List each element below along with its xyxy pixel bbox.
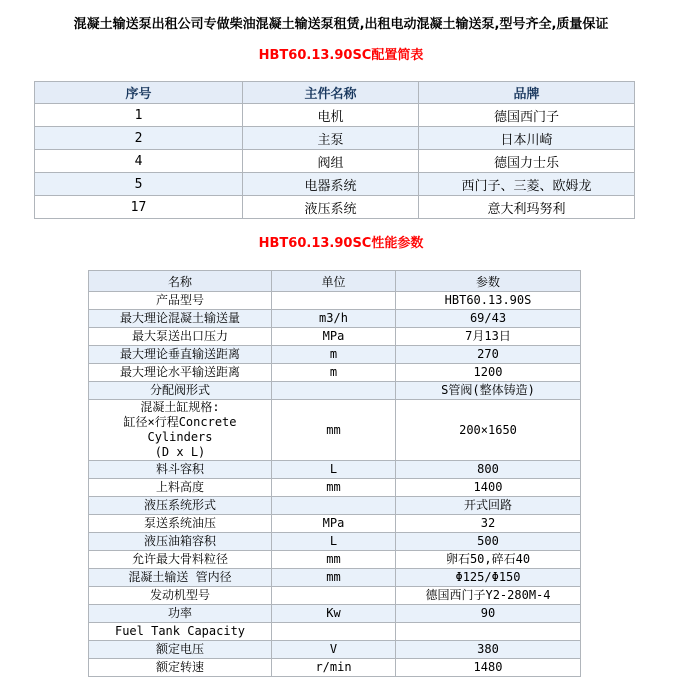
params-value-cell: 开式回路 xyxy=(396,497,581,515)
config-table-cell: 电器系统 xyxy=(243,173,419,196)
params-unit-cell: mm xyxy=(272,400,396,461)
params-unit-cell: mm xyxy=(272,551,396,569)
params-unit-cell: MPa xyxy=(272,515,396,533)
params-name-cell: 允许最大骨料粒径 xyxy=(89,551,272,569)
table-row xyxy=(35,127,635,150)
params-value-cell: 270 xyxy=(396,346,581,364)
params-name-cell: 最大理论水平输送距离 xyxy=(89,364,272,382)
table-row xyxy=(89,659,581,677)
params-unit-cell: m xyxy=(272,346,396,364)
table-row xyxy=(89,623,581,641)
params-table xyxy=(88,270,581,677)
params-name-cell: 上料高度 xyxy=(89,479,272,497)
table-row xyxy=(35,196,635,219)
params-unit-cell xyxy=(272,292,396,310)
params-value-cell: 800 xyxy=(396,461,581,479)
params-name-cell: 发动机型号 xyxy=(89,587,272,605)
config-table-cell: 主泵 xyxy=(243,127,419,150)
table-row xyxy=(89,587,581,605)
params-name-line: 缸径×行程Concrete Cylinders xyxy=(123,415,237,444)
config-table-header-cell: 品牌 xyxy=(419,82,635,104)
params-value-cell: 1200 xyxy=(396,364,581,382)
params-value-cell: HBT60.13.90S xyxy=(396,292,581,310)
params-value-cell: 卵石50,碎石40 xyxy=(396,551,581,569)
params-value-cell: 32 xyxy=(396,515,581,533)
params-name-cell: 料斗容积 xyxy=(89,461,272,479)
params-name-cell: 额定电压 xyxy=(89,641,272,659)
params-name-cell: 产品型号 xyxy=(89,292,272,310)
params-table-header-row xyxy=(89,271,581,292)
params-name-cell: 最大理论垂直输送距离 xyxy=(89,346,272,364)
params-unit-cell xyxy=(272,623,396,641)
params-unit-cell: mm xyxy=(272,569,396,587)
section-title-config: HBT60.13.90SC配置简表 xyxy=(258,48,424,63)
config-table-cell: 液压系统 xyxy=(243,196,419,219)
table-row xyxy=(89,292,581,310)
params-value-cell: 90 xyxy=(396,605,581,623)
table-row xyxy=(89,400,581,461)
params-name-line: 混凝土缸规格: xyxy=(140,400,220,414)
params-name-cell: Fuel Tank Capacity xyxy=(89,623,272,641)
config-table-header-cell: 主件名称 xyxy=(243,82,419,104)
params-unit-cell: r/min xyxy=(272,659,396,677)
params-value-cell: 1480 xyxy=(396,659,581,677)
table-row xyxy=(89,479,581,497)
table-row xyxy=(89,364,581,382)
params-table-header-cell: 单位 xyxy=(272,271,396,292)
table-row xyxy=(89,533,581,551)
params-name-cell: 最大泵送出口压力 xyxy=(89,328,272,346)
table-row xyxy=(35,150,635,173)
params-value-cell: 380 xyxy=(396,641,581,659)
params-name-cell: 额定转速 xyxy=(89,659,272,677)
config-table-cell: 5 xyxy=(35,173,243,196)
params-unit-cell: m3/h xyxy=(272,310,396,328)
config-table xyxy=(34,81,635,219)
config-table-cell: 德国西门子 xyxy=(419,104,635,127)
params-unit-cell: m xyxy=(272,364,396,382)
config-table-cell: 阀组 xyxy=(243,150,419,173)
params-unit-cell xyxy=(272,587,396,605)
section-title-params: HBT60.13.90SC性能参数 xyxy=(258,236,424,251)
page-title: 混凝土输送泵出租公司专做柴油混凝土输送泵租赁,出租电动混凝土输送泵,型号齐全,质量保证 xyxy=(73,17,609,32)
params-value-cell: 200×1650 xyxy=(396,400,581,461)
config-table-cell: 1 xyxy=(35,104,243,127)
params-value-cell: 1400 xyxy=(396,479,581,497)
params-unit-cell: L xyxy=(272,461,396,479)
params-name-cell: 混凝土输送 管内径 xyxy=(89,569,272,587)
table-row xyxy=(89,515,581,533)
params-unit-cell: mm xyxy=(272,479,396,497)
config-table-cell: 电机 xyxy=(243,104,419,127)
params-unit-cell: MPa xyxy=(272,328,396,346)
table-row xyxy=(89,497,581,515)
params-name-cell: 泵送系统油压 xyxy=(89,515,272,533)
table-row xyxy=(89,605,581,623)
config-table-cell: 西门子、三菱、欧姆龙 xyxy=(419,173,635,196)
table-row xyxy=(89,328,581,346)
table-row xyxy=(89,461,581,479)
params-name-cell: 液压油箱容积 xyxy=(89,533,272,551)
config-table-cell: 德国力士乐 xyxy=(419,150,635,173)
params-unit-cell xyxy=(272,382,396,400)
params-value-cell: S管阀(整体铸造) xyxy=(396,382,581,400)
config-table-cell: 意大利玛努利 xyxy=(419,196,635,219)
config-table-cell: 2 xyxy=(35,127,243,150)
params-name-cell: 液压系统形式 xyxy=(89,497,272,515)
params-name-cell: 分配阀形式 xyxy=(89,382,272,400)
config-table-header-cell: 序号 xyxy=(35,82,243,104)
table-row xyxy=(89,569,581,587)
params-name-line: (D x L) xyxy=(154,445,206,459)
table-row xyxy=(89,641,581,659)
table-row xyxy=(89,346,581,364)
table-row xyxy=(35,104,635,127)
table-row xyxy=(89,382,581,400)
params-value-cell: 69/43 xyxy=(396,310,581,328)
table-row xyxy=(89,551,581,569)
params-unit-cell: L xyxy=(272,533,396,551)
params-value-cell: 德国西门子Y2-280M-4 xyxy=(396,587,581,605)
config-table-cell: 日本川崎 xyxy=(419,127,635,150)
params-unit-cell: V xyxy=(272,641,396,659)
params-value-cell: 500 xyxy=(396,533,581,551)
config-table-cell: 4 xyxy=(35,150,243,173)
params-unit-cell: Kw xyxy=(272,605,396,623)
table-row xyxy=(35,173,635,196)
params-name-cell xyxy=(89,400,272,461)
params-name-cell: 最大理论混凝土输送量 xyxy=(89,310,272,328)
params-table-header-cell: 名称 xyxy=(89,271,272,292)
params-value-cell: Φ125/Φ150 xyxy=(396,569,581,587)
config-table-cell: 17 xyxy=(35,196,243,219)
params-unit-cell xyxy=(272,497,396,515)
config-table-header-row xyxy=(35,82,635,104)
params-value-cell: 7月13日 xyxy=(396,328,581,346)
params-table-header-cell: 参数 xyxy=(396,271,581,292)
params-value-cell xyxy=(396,623,581,641)
table-row xyxy=(89,310,581,328)
params-name-cell: 功率 xyxy=(89,605,272,623)
